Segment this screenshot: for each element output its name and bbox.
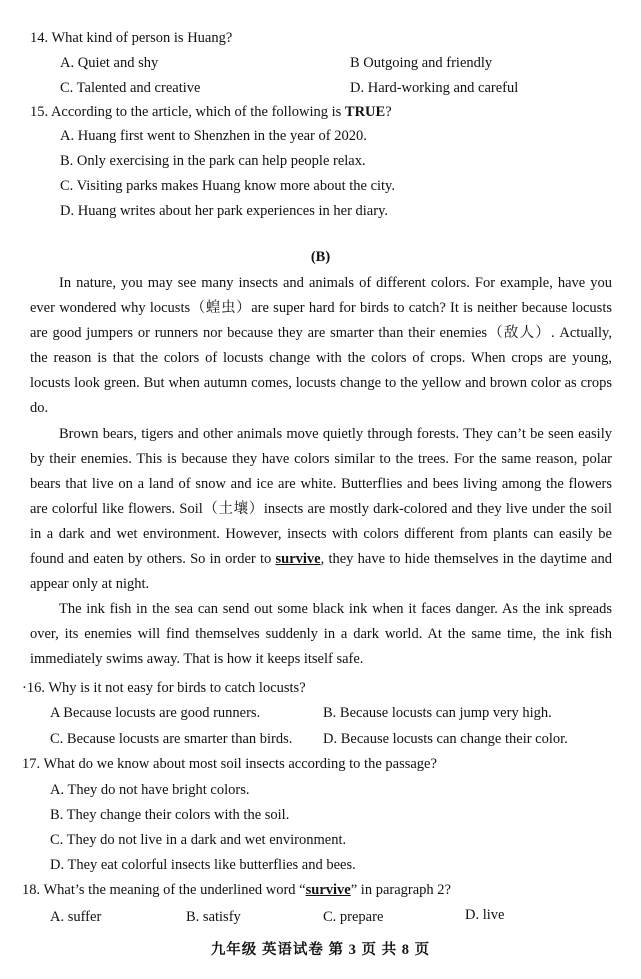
q18-stem xyxy=(22,880,451,900)
page-footer: 九年级 英语试卷 第 3 页 共 8 页 xyxy=(210,942,431,958)
q18-option-c: C. prepare xyxy=(323,909,384,925)
passage-paragraph-1: In nature, you may see many insects and animals of different colors. For example, have you ever wondered why locusts（蝗虫）are super hard for birds to catch? It is neither because locusts are good jumpers or runners nor because they are smarter than their enemies（敌人）. Actually, the reason is that the colors of locusts change with the colors of crops. When crops are young, locusts look green. But when autumn comes, locusts change to the yellow and brown color as crops do. xyxy=(30,275,612,417)
passage xyxy=(30,271,612,673)
q15-option-a: A. Huang first went to Shenzhen in the year of 2020. xyxy=(60,128,367,144)
passage-paragraph-2 xyxy=(30,422,612,598)
q14-stem: 14. What kind of person is Huang? xyxy=(30,30,233,46)
q18-stem-text: 18. What’s the meaning of the underlined word “ xyxy=(22,882,306,898)
q18-option-b: B. satisfy xyxy=(186,909,241,925)
q16-stem: ·16. Why is it not easy for birds to catch locusts? xyxy=(22,680,306,696)
q16-option-c: C. Because locusts are smarter than birds. xyxy=(50,731,293,747)
q16-option-d: D. Because locusts can change their color. xyxy=(323,731,568,747)
q15-option-b: B. Only exercising in the park can help people relax. xyxy=(60,153,366,169)
q15-stem xyxy=(30,102,392,122)
paragraph-2-text-end: , they have to hide themselves in the daytime and appear only at night. xyxy=(30,551,612,593)
q17-option-a: A. They do not have bright colors. xyxy=(50,782,250,798)
q15-option-c: C. Visiting parks makes Huang know more about the city. xyxy=(60,178,395,194)
q14-option-b: B Outgoing and friendly xyxy=(350,55,493,71)
underlined-word-survive: survive xyxy=(275,551,321,568)
q15-stem-text: 15. According to the article, which of the following is xyxy=(30,104,345,120)
q15-option-d: D. Huang writes about her park experiences in her diary. xyxy=(60,203,389,219)
q14-option-d: D. Hard-working and careful xyxy=(350,80,519,96)
q17-option-d: D. They eat colorful insects like butterflies and bees. xyxy=(50,857,356,873)
q18-option-a: A. suffer xyxy=(50,909,102,925)
q17-option-b: B. They change their colors with the soil. xyxy=(50,807,290,823)
q16-option-a: A Because locusts are good runners. xyxy=(50,705,261,721)
q14-option-c: C. Talented and creative xyxy=(60,80,201,96)
section-heading-b: (B) xyxy=(310,249,331,265)
q17-stem: 17. What do we know about most soil insects according to the passage? xyxy=(22,756,437,772)
paragraph-2-text: Brown bears, tigers and other animals move quietly through forests. They can’t be seen easily by their enemies. This is because they have colors similar to the trees. For the same reason, polar bears that live on a land of snow and ice are white. Butterflies and bees living among the flowers are colorful like flowers. Soil（土壤）insects are mostly dark-colored and they live under the soil in a dark and wet environment. However, insects with colors different from plants can easily be found and eaten by others. So in order to xyxy=(30,425,612,568)
q16-option-b: B. Because locusts can jump very high. xyxy=(323,705,552,721)
passage-paragraph-3: The ink fish in the sea can send out some black ink when it faces danger. As the ink spreads over, its enemies will find themselves suddenly in a dark world. At the same time, the ink fish immediately swims away. That is how it keeps itself safe. xyxy=(30,601,612,668)
q18-underlined-word: survive xyxy=(305,882,351,898)
q18-option-d: D. live xyxy=(465,907,505,923)
q14-option-a: A. Quiet and shy xyxy=(60,55,159,71)
q15-stem-emphasis: TRUE xyxy=(344,104,386,120)
q15-stem-end: ? xyxy=(385,104,392,120)
q17-option-c: C. They do not live in a dark and wet environment. xyxy=(50,832,347,848)
q18-stem-end: ” in paragraph 2? xyxy=(350,882,451,898)
